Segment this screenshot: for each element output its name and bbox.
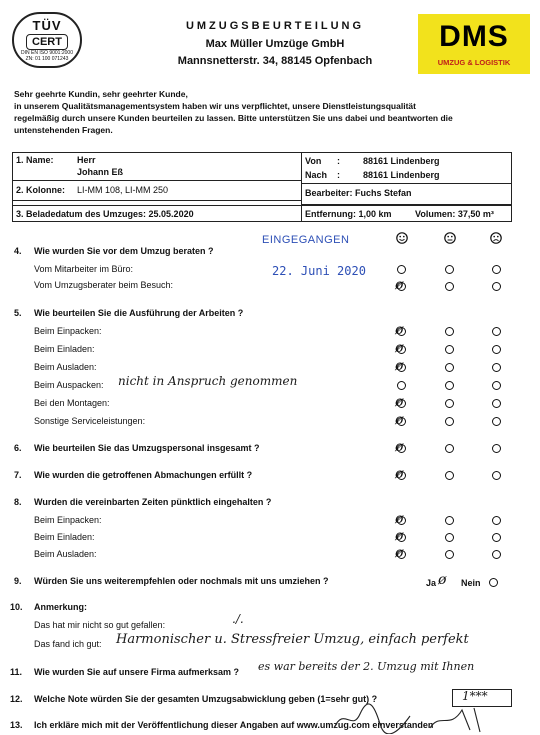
tuv-logo-top: TÜV xyxy=(32,18,62,33)
q5-sub6: Sonstige Serviceleistungen: xyxy=(34,416,146,426)
rating-radio-q5-3-neutral[interactable] xyxy=(445,363,454,372)
q10-sub1-answer: ./. xyxy=(232,612,244,626)
q9-nein-radio[interactable] xyxy=(489,578,498,587)
q12-text: Welche Note würden Sie der gesamten Umzugsabwicklung geben (1=sehr gut) ? xyxy=(34,694,378,704)
company-address: Mannsnetterstr. 34, 88145 Opfenbach xyxy=(177,55,373,67)
q11-number: 11. xyxy=(10,667,23,677)
name-value: Johann Eß xyxy=(77,167,124,177)
q7-number: 7. xyxy=(14,470,22,480)
rating-checkmark-q5-5: ø xyxy=(395,394,404,410)
von-label: Von xyxy=(305,156,322,166)
dms-logo-main: DMS xyxy=(439,20,509,53)
customer-info-table xyxy=(12,152,512,222)
tuv-logo-line2: ZN: 01 100 071243 xyxy=(25,56,69,62)
kolonne-label: 2. Kolonne: xyxy=(16,185,65,195)
smiley-neutral-icon xyxy=(444,232,456,244)
q10-sub2: Das fand ich gut: xyxy=(34,639,102,649)
beladedatum: 3. Beladedatum des Umzuges: 25.05.2020 xyxy=(16,209,194,219)
rating-checkmark-q5-1: ø xyxy=(395,322,404,338)
table-divider-5 xyxy=(13,205,511,206)
q5-sub3: Beim Ausladen: xyxy=(34,362,97,372)
rating-radio-q5-4-bad[interactable] xyxy=(492,381,501,390)
q4-number: 4. xyxy=(14,246,22,256)
form-title: UMZUGSBEURTEILUNG xyxy=(185,20,365,32)
q4-text: Wie wurden Sie vor dem Umzug beraten ? xyxy=(34,246,214,256)
rating-checkmark-q8-1: ø xyxy=(395,511,404,527)
tuv-logo-line1: DIN EN ISO 9001:2000 xyxy=(21,50,73,56)
q9-text: Würden Sie uns weiterempfehlen oder nochmals mit uns umziehen ? xyxy=(34,576,329,586)
tuv-logo-cert: CERT xyxy=(26,34,68,50)
q5-sub4: Beim Auspacken: xyxy=(34,380,104,390)
smiley-sad-icon xyxy=(490,232,502,244)
q9-nein-label: Nein xyxy=(461,578,481,588)
rating-radio-q8-2-bad[interactable] xyxy=(492,533,501,542)
q8-text: Wurden die vereinbarten Zeiten pünktlich eingehalten ? xyxy=(34,497,272,507)
nach-value: 88161 Lindenberg xyxy=(363,170,440,180)
q5-sub4-handwritten-note: nicht in Anspruch genommen xyxy=(118,374,298,388)
von-value: 88161 Lindenberg xyxy=(363,156,440,166)
received-stamp-date: 22. Juni 2020 xyxy=(272,264,366,278)
rating-checkmark-q4-2: ø xyxy=(395,277,404,293)
q9-number: 9. xyxy=(14,576,22,586)
rating-checkmark-q6: ø xyxy=(395,439,404,455)
intro-text xyxy=(14,88,524,136)
name-label: 1. Name: xyxy=(16,155,54,165)
company-name: Max Müller Umzüge GmbH xyxy=(205,38,345,50)
q6-text: Wie beurteilen Sie das Umzugspersonal insgesamt ? xyxy=(34,443,260,453)
q12-answer: 1*** xyxy=(462,689,488,703)
rating-radio-q8-2-neutral[interactable] xyxy=(445,533,454,542)
nach-label: Nach xyxy=(305,170,328,180)
q8-sub3: Beim Ausladen: xyxy=(34,549,97,559)
rating-radio-q8-1-neutral[interactable] xyxy=(445,516,454,525)
rating-radio-q4-2-neutral[interactable] xyxy=(445,282,454,291)
q10-number: 10. xyxy=(10,602,23,612)
signature-scribble xyxy=(330,702,490,734)
rating-checkmark-q8-3: ø xyxy=(395,545,404,561)
dms-logo-sub: UMZUG & LOGISTIK xyxy=(437,58,511,67)
q10-text: Anmerkung: xyxy=(34,602,88,612)
rating-radio-q6-neutral[interactable] xyxy=(445,444,454,453)
table-divider-1 xyxy=(13,180,301,181)
von-colon: : xyxy=(337,156,340,166)
q8-number: 8. xyxy=(14,497,22,507)
q4-sub2: Vom Umzugsberater beim Besuch: xyxy=(34,280,174,290)
rating-checkmark-q5-3: ø xyxy=(395,358,404,374)
intro-line2: in unserem Qualitätsmanagementsystem haben wir uns verpflichtet, unsere Dienstleistungsqualität xyxy=(14,101,416,111)
q5-number: 5. xyxy=(14,308,22,318)
q10-sub2-answer: Harmonischer u. Stressfreier Umzug, einfach perfekt xyxy=(116,632,469,647)
q13-text: Ich erkläre mich mit der Veröffentlichung dieser Angaben auf www.umzug.com einverstanden xyxy=(34,720,434,730)
rating-radio-q5-1-neutral[interactable] xyxy=(445,327,454,336)
rating-radio-q8-3-neutral[interactable] xyxy=(445,550,454,559)
rating-radio-q7-bad[interactable] xyxy=(492,471,501,480)
q5-text: Wie beurteilen Sie die Ausführung der Arbeiten ? xyxy=(34,308,244,318)
rating-radio-q5-3-bad[interactable] xyxy=(492,363,501,372)
intro-line4: untenstehenden Fragen. xyxy=(14,125,113,135)
kolonne-value: LI-MM 108, LI-MM 250 xyxy=(77,185,169,195)
intro-line3: regelmäßig durch unsere Kunden beurteilen zu lassen. Bitte unterstützen Sie uns dabei und beantworten die xyxy=(14,113,453,123)
rating-radio-q5-5-bad[interactable] xyxy=(492,399,501,408)
rating-radio-q8-3-bad[interactable] xyxy=(492,550,501,559)
rating-radio-q5-1-bad[interactable] xyxy=(492,327,501,336)
q5-sub5: Bei den Montagen: xyxy=(34,398,110,408)
received-stamp-label: EINGEGANGEN xyxy=(262,234,350,246)
rating-radio-q5-6-bad[interactable] xyxy=(492,417,501,426)
rating-radio-q5-5-neutral[interactable] xyxy=(445,399,454,408)
rating-radio-q4-1-good[interactable] xyxy=(397,265,406,274)
q9-ja-checkmark: ø xyxy=(438,572,447,588)
rating-radio-q6-bad[interactable] xyxy=(492,444,501,453)
q6-number: 6. xyxy=(14,443,22,453)
table-divider-2 xyxy=(13,200,301,201)
rating-radio-q5-4-neutral[interactable] xyxy=(445,381,454,390)
q8-sub2: Beim Einladen: xyxy=(34,532,95,542)
rating-checkmark-q5-2: ø xyxy=(395,340,404,356)
entfernung: Entfernung: 1,00 km xyxy=(305,209,392,219)
q12-number: 12. xyxy=(10,694,23,704)
rating-radio-q5-2-neutral[interactable] xyxy=(445,345,454,354)
dms-logo xyxy=(418,14,530,74)
nach-colon: : xyxy=(337,170,340,180)
q5-sub2: Beim Einladen: xyxy=(34,344,95,354)
name-title: Herr xyxy=(77,155,96,165)
rating-radio-q8-1-bad[interactable] xyxy=(492,516,501,525)
q9-ja-label: Ja xyxy=(426,578,437,588)
rating-radio-q7-neutral[interactable] xyxy=(445,471,454,480)
q11-text: Wie wurden Sie auf unsere Firma aufmerksam ? xyxy=(34,667,239,677)
bearbeiter: Bearbeiter: Fuchs Stefan xyxy=(305,188,412,198)
smiley-happy-icon xyxy=(396,232,408,244)
table-divider-3 xyxy=(301,183,511,184)
rating-checkmark-q5-6: ø xyxy=(395,412,404,428)
tuv-logo-fine-print xyxy=(14,50,80,62)
rating-radio-q4-2-bad[interactable] xyxy=(492,282,501,291)
rating-checkmark-q8-2: ø xyxy=(395,528,404,544)
rating-radio-q4-1-bad[interactable] xyxy=(492,265,501,274)
rating-radio-q5-4-good[interactable] xyxy=(397,381,406,390)
rating-radio-q5-2-bad[interactable] xyxy=(492,345,501,354)
intro-line1: Sehr geehrte Kundin, sehr geehrter Kunde, xyxy=(14,89,188,99)
q5-sub1: Beim Einpacken: xyxy=(34,326,102,336)
q4-sub1: Vom Mitarbeiter im Büro: xyxy=(34,264,134,274)
rating-radio-q4-1-neutral[interactable] xyxy=(445,265,454,274)
rating-checkmark-q7: ø xyxy=(395,466,404,482)
q10-sub1: Das hat mir nicht so gut gefallen: xyxy=(34,620,166,630)
rating-radio-q5-6-neutral[interactable] xyxy=(445,417,454,426)
q13-number: 13. xyxy=(10,720,23,730)
q7-text: Wie wurden die getroffenen Abmachungen erfüllt ? xyxy=(34,470,253,480)
q11-answer: es war bereits der 2. Umzug mit Ihnen xyxy=(258,660,475,673)
table-divider-vertical xyxy=(301,153,302,221)
tuv-cert-logo xyxy=(12,12,82,68)
q8-sub1: Beim Einpacken: xyxy=(34,515,102,525)
volumen: Volumen: 37,50 m³ xyxy=(415,209,494,219)
